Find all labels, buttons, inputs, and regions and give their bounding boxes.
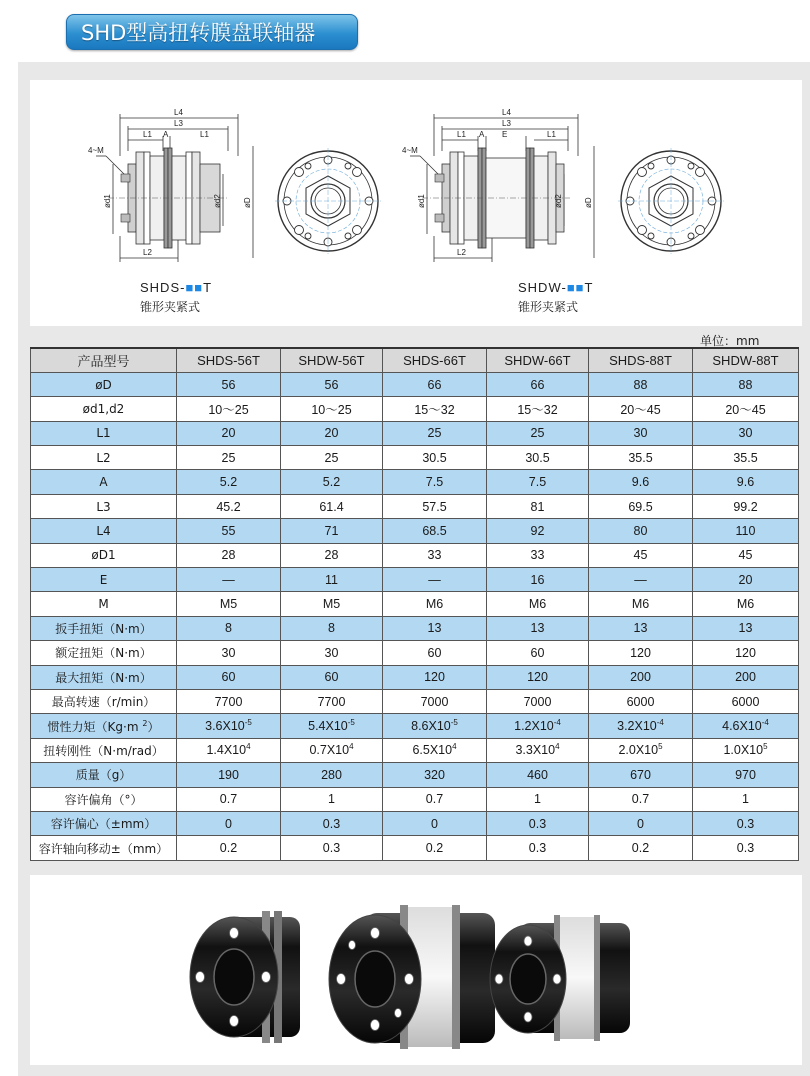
cell-exponent: -4 (761, 718, 769, 728)
cell-base: 1.0X10 (723, 743, 764, 758)
row-label-end: ） (147, 719, 160, 734)
cell-base: 0.7X10 (309, 743, 350, 758)
shdw-side-view-drawing (402, 96, 612, 274)
unit-label: 单位：mm (700, 334, 760, 348)
table-row (31, 836, 799, 860)
table-cell: 0.3 (693, 836, 799, 860)
table-cell: 1 (693, 787, 799, 811)
table-cell: 320 (383, 763, 487, 787)
table-cell: 81 (487, 494, 589, 518)
dim-label-l3: L3 (502, 119, 511, 128)
table-cell: 30 (693, 421, 799, 445)
table-cell: 9.6 (589, 470, 693, 494)
table-cell: M5 (177, 592, 281, 616)
table-row (31, 421, 799, 445)
cell-exponent: 5 (658, 742, 663, 752)
row-label: L2 (31, 446, 177, 470)
column-header: SHDW-56T (281, 348, 383, 372)
table-cell: 57.5 (383, 494, 487, 518)
row-label: 扳手扭矩（N·m） (31, 616, 177, 640)
spec-table (30, 347, 799, 861)
table-cell: 71 (281, 519, 383, 543)
table-cell: 60 (487, 641, 589, 665)
table-cell (487, 738, 589, 762)
row-label: 扭转刚性（N·m/rad） (31, 738, 177, 762)
table-row (31, 787, 799, 811)
table-row (31, 714, 799, 738)
technical-drawings (30, 80, 802, 326)
table-cell: 7000 (383, 689, 487, 713)
dim-label-d1: ød1 (417, 194, 426, 208)
table-cell: 35.5 (589, 446, 693, 470)
model-placeholder-squares: ■■ (185, 280, 204, 295)
table-cell: 200 (589, 665, 693, 689)
dim-label-e: E (502, 130, 508, 139)
table-cell: 13 (589, 616, 693, 640)
table-cell: 35.5 (693, 446, 799, 470)
spec-table-body (31, 372, 799, 860)
table-cell: 5.2 (177, 470, 281, 494)
table-cell: 10～25 (281, 397, 383, 421)
table-cell: 45.2 (177, 494, 281, 518)
table-cell: 30.5 (487, 446, 589, 470)
row-label: M (31, 592, 177, 616)
shds-front-view-drawing (275, 148, 381, 254)
table-cell (693, 738, 799, 762)
table-cell: 7000 (487, 689, 589, 713)
coupling-photo-2 (329, 905, 495, 1049)
table-cell: 10～25 (177, 397, 281, 421)
cell-base: 3.6X10 (205, 719, 245, 734)
table-cell: 7700 (281, 689, 383, 713)
page-title: SHD型高扭转膜盘联轴器 (66, 14, 358, 50)
table-cell (589, 714, 693, 738)
row-label: L3 (31, 494, 177, 518)
table-cell (177, 714, 281, 738)
cell-exponent: 4 (246, 742, 251, 752)
shdw-front-view-drawing (618, 148, 724, 254)
cell-exponent: -5 (244, 718, 252, 728)
cell-base: 4.6X10 (722, 719, 762, 734)
table-cell: 0.7 (177, 787, 281, 811)
product-photo-area (30, 875, 802, 1065)
column-header: SHDS-66T (383, 348, 487, 372)
row-label: L1 (31, 421, 177, 445)
shds-model-suffix: T (203, 280, 213, 295)
table-cell: 970 (693, 763, 799, 787)
table-cell: 33 (383, 543, 487, 567)
table-cell: 20 (281, 421, 383, 445)
dim-label-l1: L1 (143, 130, 152, 139)
table-cell: 56 (177, 372, 281, 396)
dim-label-l2: L2 (143, 248, 152, 257)
row-label-superscript: 2 (142, 718, 148, 728)
cell-exponent: -4 (553, 718, 561, 728)
cell-exponent: 4 (349, 742, 354, 752)
table-row (31, 616, 799, 640)
table-cell: 0.2 (383, 836, 487, 860)
table-cell: 460 (487, 763, 589, 787)
table-cell (487, 714, 589, 738)
cell-base: 2.0X10 (618, 743, 659, 758)
table-cell: M6 (487, 592, 589, 616)
table-cell: 20 (177, 421, 281, 445)
column-header: SHDW-66T (487, 348, 589, 372)
row-label: 质量（g） (31, 763, 177, 787)
table-cell: 55 (177, 519, 281, 543)
dim-label-l1-right: L1 (200, 130, 209, 139)
table-cell: 6000 (693, 689, 799, 713)
table-cell: 1 (487, 787, 589, 811)
table-cell: 11 (281, 568, 383, 592)
shdw-model-caption (518, 280, 593, 295)
table-cell: 20 (693, 568, 799, 592)
table-cell: 5.2 (281, 470, 383, 494)
dim-label-m: 4~M (402, 146, 418, 155)
table-cell: 0.2 (589, 836, 693, 860)
dim-label-a: A (163, 130, 169, 139)
table-cell: 15～32 (487, 397, 589, 421)
table-cell: 69.5 (589, 494, 693, 518)
table-cell: 0.3 (281, 836, 383, 860)
table-cell: 20～45 (589, 397, 693, 421)
table-row (31, 519, 799, 543)
table-cell: 25 (281, 446, 383, 470)
table-cell: M6 (383, 592, 487, 616)
table-cell: 56 (281, 372, 383, 396)
table-cell: 13 (383, 616, 487, 640)
table-cell: 28 (281, 543, 383, 567)
table-cell: 13 (693, 616, 799, 640)
table-cell: 45 (589, 543, 693, 567)
cell-base: 1.2X10 (514, 719, 554, 734)
dim-label-l3: L3 (174, 119, 183, 128)
table-cell: 30 (589, 421, 693, 445)
table-cell: 0.3 (281, 811, 383, 835)
shds-model-prefix: SHDS- (140, 280, 186, 295)
cell-exponent: 5 (763, 742, 768, 752)
row-label: ød1,d2 (31, 397, 177, 421)
table-row (31, 641, 799, 665)
table-cell: 200 (693, 665, 799, 689)
cell-base: 3.3X10 (515, 743, 556, 758)
dim-label-a: A (479, 130, 485, 139)
cell-exponent: -5 (450, 718, 458, 728)
cell-exponent: -4 (656, 718, 664, 728)
table-cell (383, 738, 487, 762)
table-cell (693, 714, 799, 738)
table-row (31, 568, 799, 592)
table-cell: 99.2 (693, 494, 799, 518)
table-row (31, 811, 799, 835)
table-cell: M5 (281, 592, 383, 616)
dim-label-d: øD (243, 197, 252, 208)
table-cell: 30 (177, 641, 281, 665)
column-header: SHDS-56T (177, 348, 281, 372)
table-cell (281, 738, 383, 762)
table-cell: 7700 (177, 689, 281, 713)
table-cell (589, 738, 693, 762)
cell-base: 1.4X10 (206, 743, 247, 758)
row-label (31, 714, 177, 738)
table-row (31, 470, 799, 494)
table-cell: 33 (487, 543, 589, 567)
row-label: 容许轴向移动±（mm） (31, 836, 177, 860)
table-cell: 0.7 (589, 787, 693, 811)
table-cell: 66 (487, 372, 589, 396)
table-cell: 0 (383, 811, 487, 835)
table-cell: 1 (281, 787, 383, 811)
table-cell: 60 (177, 665, 281, 689)
table-cell: 0.7 (383, 787, 487, 811)
row-label: 最高转速（r/min） (31, 689, 177, 713)
cell-base: 8.6X10 (411, 719, 451, 734)
table-cell: — (177, 568, 281, 592)
table-row (31, 372, 799, 396)
table-cell: 61.4 (281, 494, 383, 518)
column-header: SHDW-88T (693, 348, 799, 372)
table-row (31, 738, 799, 762)
table-cell: M6 (589, 592, 693, 616)
cell-base: 5.4X10 (308, 719, 348, 734)
table-cell: 66 (383, 372, 487, 396)
table-cell: 88 (693, 372, 799, 396)
table-cell: 7.5 (383, 470, 487, 494)
table-cell: 0.2 (177, 836, 281, 860)
table-cell: 30.5 (383, 446, 487, 470)
table-cell: 120 (487, 665, 589, 689)
cell-exponent: 4 (555, 742, 560, 752)
cell-exponent: -5 (347, 718, 355, 728)
dim-label-d1: ød1 (103, 194, 112, 208)
table-row (31, 763, 799, 787)
dim-label-l1-right: L1 (547, 130, 556, 139)
dim-label-l4: L4 (174, 108, 183, 117)
table-cell: 45 (693, 543, 799, 567)
table-row (31, 494, 799, 518)
row-label: 容许偏角（°） (31, 787, 177, 811)
table-row (31, 665, 799, 689)
column-header-model: 产品型号 (31, 348, 177, 372)
table-cell: M6 (693, 592, 799, 616)
dim-label-l4: L4 (502, 108, 511, 117)
shdw-model-prefix: SHDW- (518, 280, 567, 295)
row-label: 容许偏心（±mm） (31, 811, 177, 835)
table-cell (281, 714, 383, 738)
table-row (31, 592, 799, 616)
table-cell: 25 (383, 421, 487, 445)
dim-label-m: 4~M (88, 146, 104, 155)
shds-model-caption (140, 280, 212, 295)
shds-type-caption: 锥形夹紧式 (140, 300, 201, 314)
row-label: 额定扭矩（N·m） (31, 641, 177, 665)
table-cell: 8 (281, 616, 383, 640)
shdw-type-caption: 锥形夹紧式 (518, 300, 579, 314)
table-cell: 88 (589, 372, 693, 396)
table-cell: 20～45 (693, 397, 799, 421)
table-cell (383, 714, 487, 738)
table-cell: 92 (487, 519, 589, 543)
table-cell: 110 (693, 519, 799, 543)
table-cell: 15～32 (383, 397, 487, 421)
table-cell: — (383, 568, 487, 592)
model-placeholder-squares: ■■ (566, 280, 585, 295)
dim-label-d2: ød2 (213, 194, 222, 208)
row-label: A (31, 470, 177, 494)
table-cell: 28 (177, 543, 281, 567)
table-cell: 13 (487, 616, 589, 640)
row-label: øD1 (31, 543, 177, 567)
table-cell: 670 (589, 763, 693, 787)
table-cell: 120 (693, 641, 799, 665)
table-cell: 0 (589, 811, 693, 835)
column-header: SHDS-88T (589, 348, 693, 372)
cell-base: 3.2X10 (617, 719, 657, 734)
row-label: E (31, 568, 177, 592)
coupling-product-photos (30, 875, 802, 1065)
dim-label-l2: L2 (457, 248, 466, 257)
row-label: L4 (31, 519, 177, 543)
table-cell: 16 (487, 568, 589, 592)
table-cell: 0.3 (487, 836, 589, 860)
cell-base: 6.5X10 (412, 743, 453, 758)
table-cell: 9.6 (693, 470, 799, 494)
table-cell (177, 738, 281, 762)
coupling-photo-1 (190, 911, 300, 1043)
table-row (31, 397, 799, 421)
table-cell: 60 (383, 641, 487, 665)
table-cell: 120 (589, 641, 693, 665)
table-row (31, 689, 799, 713)
shdw-model-suffix: T (584, 280, 594, 295)
table-header-row (31, 348, 799, 372)
table-cell: 6000 (589, 689, 693, 713)
table-cell: 25 (487, 421, 589, 445)
dim-label-d2: ød2 (554, 194, 563, 208)
table-row (31, 543, 799, 567)
table-cell: 0.3 (487, 811, 589, 835)
cell-exponent: 4 (452, 742, 457, 752)
table-cell: 120 (383, 665, 487, 689)
table-cell: — (589, 568, 693, 592)
table-row (31, 446, 799, 470)
table-cell: 280 (281, 763, 383, 787)
table-cell: 7.5 (487, 470, 589, 494)
coupling-photo-3 (490, 915, 630, 1041)
row-label: øD (31, 372, 177, 396)
table-cell: 25 (177, 446, 281, 470)
row-label-main: 惯性力矩（Kg·m (47, 719, 143, 734)
table-cell: 0 (177, 811, 281, 835)
table-cell: 8 (177, 616, 281, 640)
table-cell: 30 (281, 641, 383, 665)
table-cell: 60 (281, 665, 383, 689)
table-cell: 68.5 (383, 519, 487, 543)
table-cell: 80 (589, 519, 693, 543)
dim-label-d: øD (584, 197, 593, 208)
row-label: 最大扭矩（N·m） (31, 665, 177, 689)
dim-label-l1: L1 (457, 130, 466, 139)
table-cell: 0.3 (693, 811, 799, 835)
table-cell: 190 (177, 763, 281, 787)
shds-side-view-drawing (88, 96, 268, 274)
